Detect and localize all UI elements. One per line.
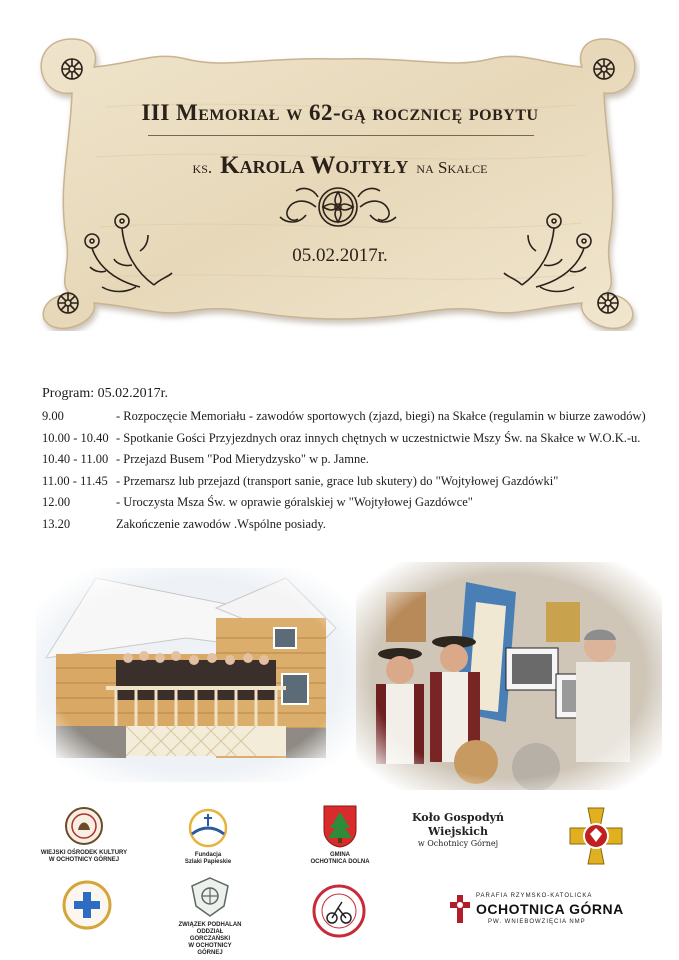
program-item bbox=[42, 409, 672, 431]
program-desc: - Przemarsz lub przejazd (transport sanie, grace lub skutery) do "Wojtyłowej Gazdówki" bbox=[116, 473, 559, 488]
program-desc: - Uroczysta Msza Św. w oprawie góralskiej w "Wojtyłowej Gazdówce" bbox=[116, 495, 473, 509]
wok-emblem-icon bbox=[64, 806, 104, 846]
logo-blue-cross bbox=[62, 880, 112, 934]
event-subtitle bbox=[58, 152, 622, 180]
subtitle-name: Karola Wojtyły bbox=[220, 152, 409, 179]
logo-wok bbox=[32, 806, 136, 864]
kgw-line-1: Koło Gospodyń bbox=[411, 811, 505, 824]
program-time: 13.20 bbox=[42, 516, 71, 531]
motorcycle-club-emblem-icon bbox=[312, 884, 366, 938]
program-list bbox=[42, 409, 672, 538]
program-desc: Zakończenie zawodów .Wspólne posiady. bbox=[116, 516, 326, 531]
zp-caption-2: ODDZIAŁ GORCZAŃSKI bbox=[189, 929, 231, 942]
parafia-line-3: PW. WNIEBOWZIĘCIA NMP bbox=[488, 919, 586, 925]
event-title: III Memoriał w 62-gą rocznicę pobytu bbox=[141, 100, 539, 125]
wok-caption-2: W OCHOTNICY GÓRNEJ bbox=[48, 857, 120, 863]
event-date: 05.02.2017r. bbox=[292, 245, 388, 266]
program-desc: - Przejazd Busem "Pod Mierydzysko" w p. Jamne. bbox=[116, 452, 369, 466]
logo-kgw bbox=[398, 811, 518, 849]
subtitle-prefix: ks. bbox=[192, 158, 213, 177]
fundacja-caption-1: Fundacja bbox=[194, 852, 222, 858]
gmina-coat-of-arms-icon bbox=[320, 804, 360, 848]
program-desc: - Rozpoczęcie Memoriału - zawodów sportowych (zjazd, biegi) na Skałce (regulamin w biurze zawodów) bbox=[116, 409, 646, 423]
program-time: 12.00 bbox=[42, 495, 71, 509]
blue-cross-emblem-icon bbox=[62, 880, 112, 930]
logo-fire-brigade bbox=[564, 806, 628, 870]
zp-emblem-icon bbox=[188, 876, 232, 918]
fire-brigade-cross-icon bbox=[566, 806, 626, 866]
kgw-line-2: Wiejskich bbox=[427, 825, 488, 838]
subtitle-suffix: na Skałce bbox=[416, 158, 488, 177]
logo-gmina bbox=[302, 804, 378, 866]
program-item bbox=[42, 452, 672, 474]
wooden-plaque bbox=[36, 37, 640, 331]
program-heading: Program: 05.02.2017r. bbox=[42, 386, 168, 401]
logo-fundacja bbox=[172, 808, 244, 866]
program-desc: - Spotkanie Gości Przyjezdnych oraz innych chętnych w uczestnictwie Mszy Św. na Skałce w W.O.K.-u. bbox=[116, 430, 641, 445]
logo-zwiazek-podhalan bbox=[176, 876, 244, 957]
title-divider bbox=[148, 135, 534, 136]
parafia-line-1: PARAFIA RZYMSKO-KATOLICKA bbox=[476, 893, 593, 899]
kgw-line-3: w Ochotnicy Górnej bbox=[417, 839, 499, 848]
program-item bbox=[42, 517, 672, 539]
fundacja-emblem-icon bbox=[184, 808, 232, 848]
program-item bbox=[42, 495, 672, 517]
program-time: 10.40 - 11.00 bbox=[42, 452, 109, 466]
program-time: 10.00 - 10.40 bbox=[42, 430, 109, 445]
gmina-caption-2: OCHOTNICA DOLNA bbox=[310, 859, 370, 865]
logo-motorcycle-club bbox=[312, 884, 366, 942]
photo-highlanders bbox=[356, 562, 662, 790]
zp-caption-1: ZWIĄZEK PODHALAN bbox=[178, 922, 242, 928]
plaque-shape bbox=[36, 37, 640, 331]
photo-wooden-house bbox=[36, 568, 356, 782]
program-time: 9.00 bbox=[42, 409, 64, 423]
program-item bbox=[42, 474, 672, 496]
zp-caption-3: W OCHOTNICY GÓRNEJ bbox=[188, 943, 232, 956]
program-time: 11.00 - 11.45 bbox=[42, 473, 108, 488]
wok-caption-1: WIEJSKI OŚRODEK KULTURY bbox=[40, 850, 128, 856]
program-item bbox=[42, 431, 672, 453]
gmina-caption-1: GMINA bbox=[330, 852, 350, 858]
parafia-cross-icon bbox=[448, 893, 472, 925]
parafia-line-2: OCHOTNICA GÓRNA bbox=[476, 901, 624, 917]
fundacja-caption-2: Szlaki Papieskie bbox=[184, 859, 232, 865]
